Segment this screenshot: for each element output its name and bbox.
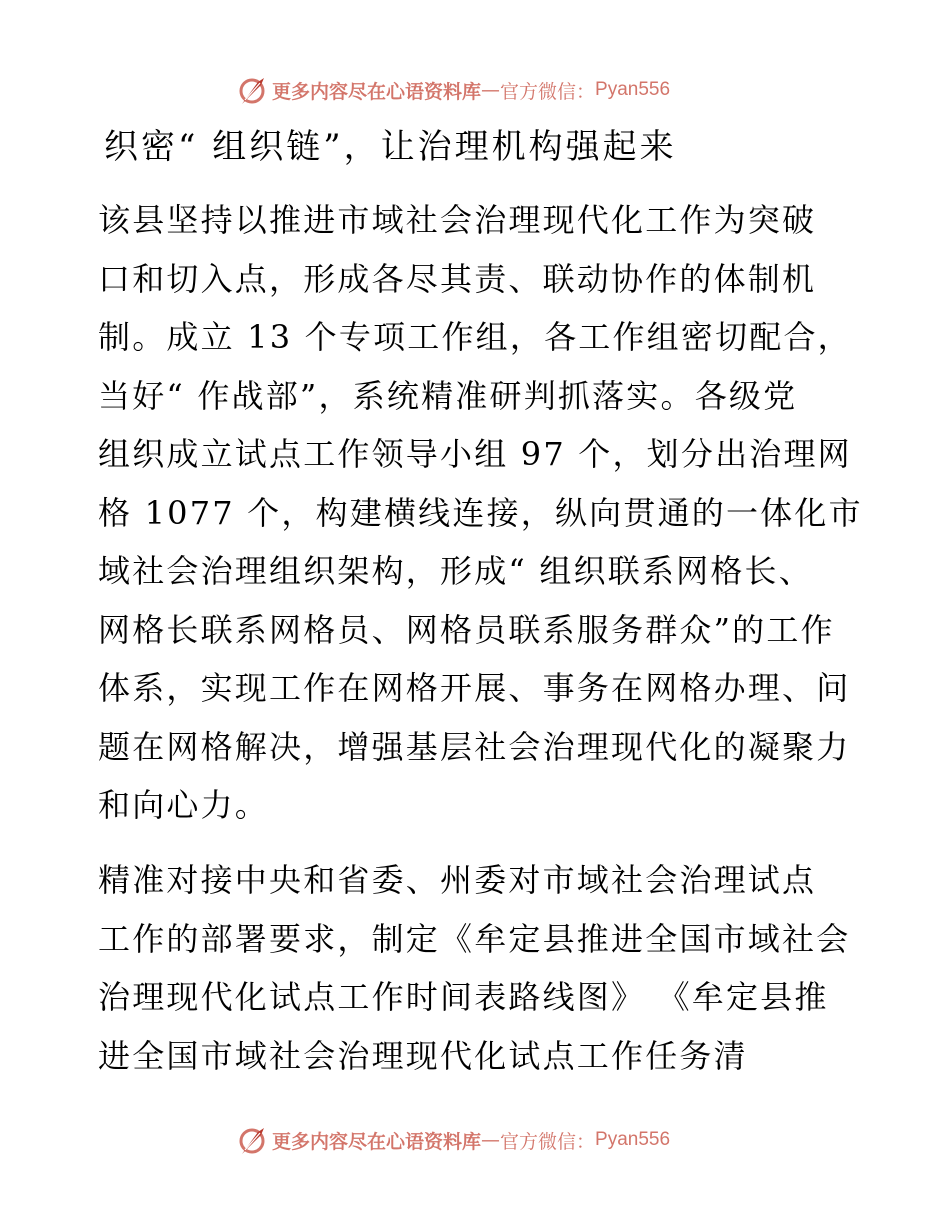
text-line: 该县坚持以推进市域社会治理现代化工作为突破 [98, 201, 817, 239]
watermark-id: Pyan556 [595, 79, 671, 100]
watermark-dash: — [481, 1129, 501, 1151]
text-line: 和向心力。 [98, 786, 270, 824]
text-line: 治理现代化试点工作时间表路线图》 《牟定县推 [98, 978, 829, 1016]
text-line: 题在网格解决，增强基层社会治理现代化的凝聚力 [98, 727, 851, 766]
text-line: 网格长联系网格员、网格员联系服务群众”的工作 [98, 610, 835, 649]
text-line: 工作的部署要求，制定《牟定县推进全国市域社会 [98, 919, 851, 958]
paragraph-2 [98, 851, 858, 1085]
text-line: 进全国市域社会治理现代化试点工作任务清 [98, 1036, 748, 1075]
quill-pen-circle-icon [236, 74, 268, 106]
watermark-id: Pyan556 [595, 1129, 671, 1150]
text-line: 精准对接中央和省委、州委对市域社会治理试点 [98, 861, 817, 899]
watermark-label: 官方微信： [500, 80, 596, 103]
watermark-label: 官方微信： [500, 1130, 596, 1153]
text-line: 体系，实现工作在网格开展、事务在网格办理、问 [98, 669, 851, 707]
text-line: 制。成立 13 个专项工作组，各工作组密切配合， [98, 318, 852, 356]
watermark-brand: 更多内容尽在心语资料库 [272, 80, 482, 103]
text-line: 当好“ 作战部”，系统精准研判抓落实。各级党 [98, 376, 798, 415]
quill-pen-circle-icon [236, 1124, 268, 1156]
section-heading: 织密“ 组织链”，让治理机构强起来 [104, 127, 677, 167]
text-line: 域社会治理组织架构，形成“ 组织联系网格长、 [98, 552, 813, 590]
footer-watermark [236, 1122, 670, 1158]
text-line: 口和切入点，形成各尽其责、联动协作的体制机 [98, 259, 817, 298]
text-line: 组织成立试点工作领导小组 97 个，划分出治理网 [98, 435, 852, 473]
watermark-brand: 更多内容尽在心语资料库 [272, 1130, 482, 1153]
watermark-dash: — [481, 79, 501, 101]
header-watermark [236, 72, 670, 108]
text-line: 格 1077 个，构建横线连接，纵向贯通的一体化市 [98, 493, 863, 532]
paragraph-1 [98, 191, 863, 835]
